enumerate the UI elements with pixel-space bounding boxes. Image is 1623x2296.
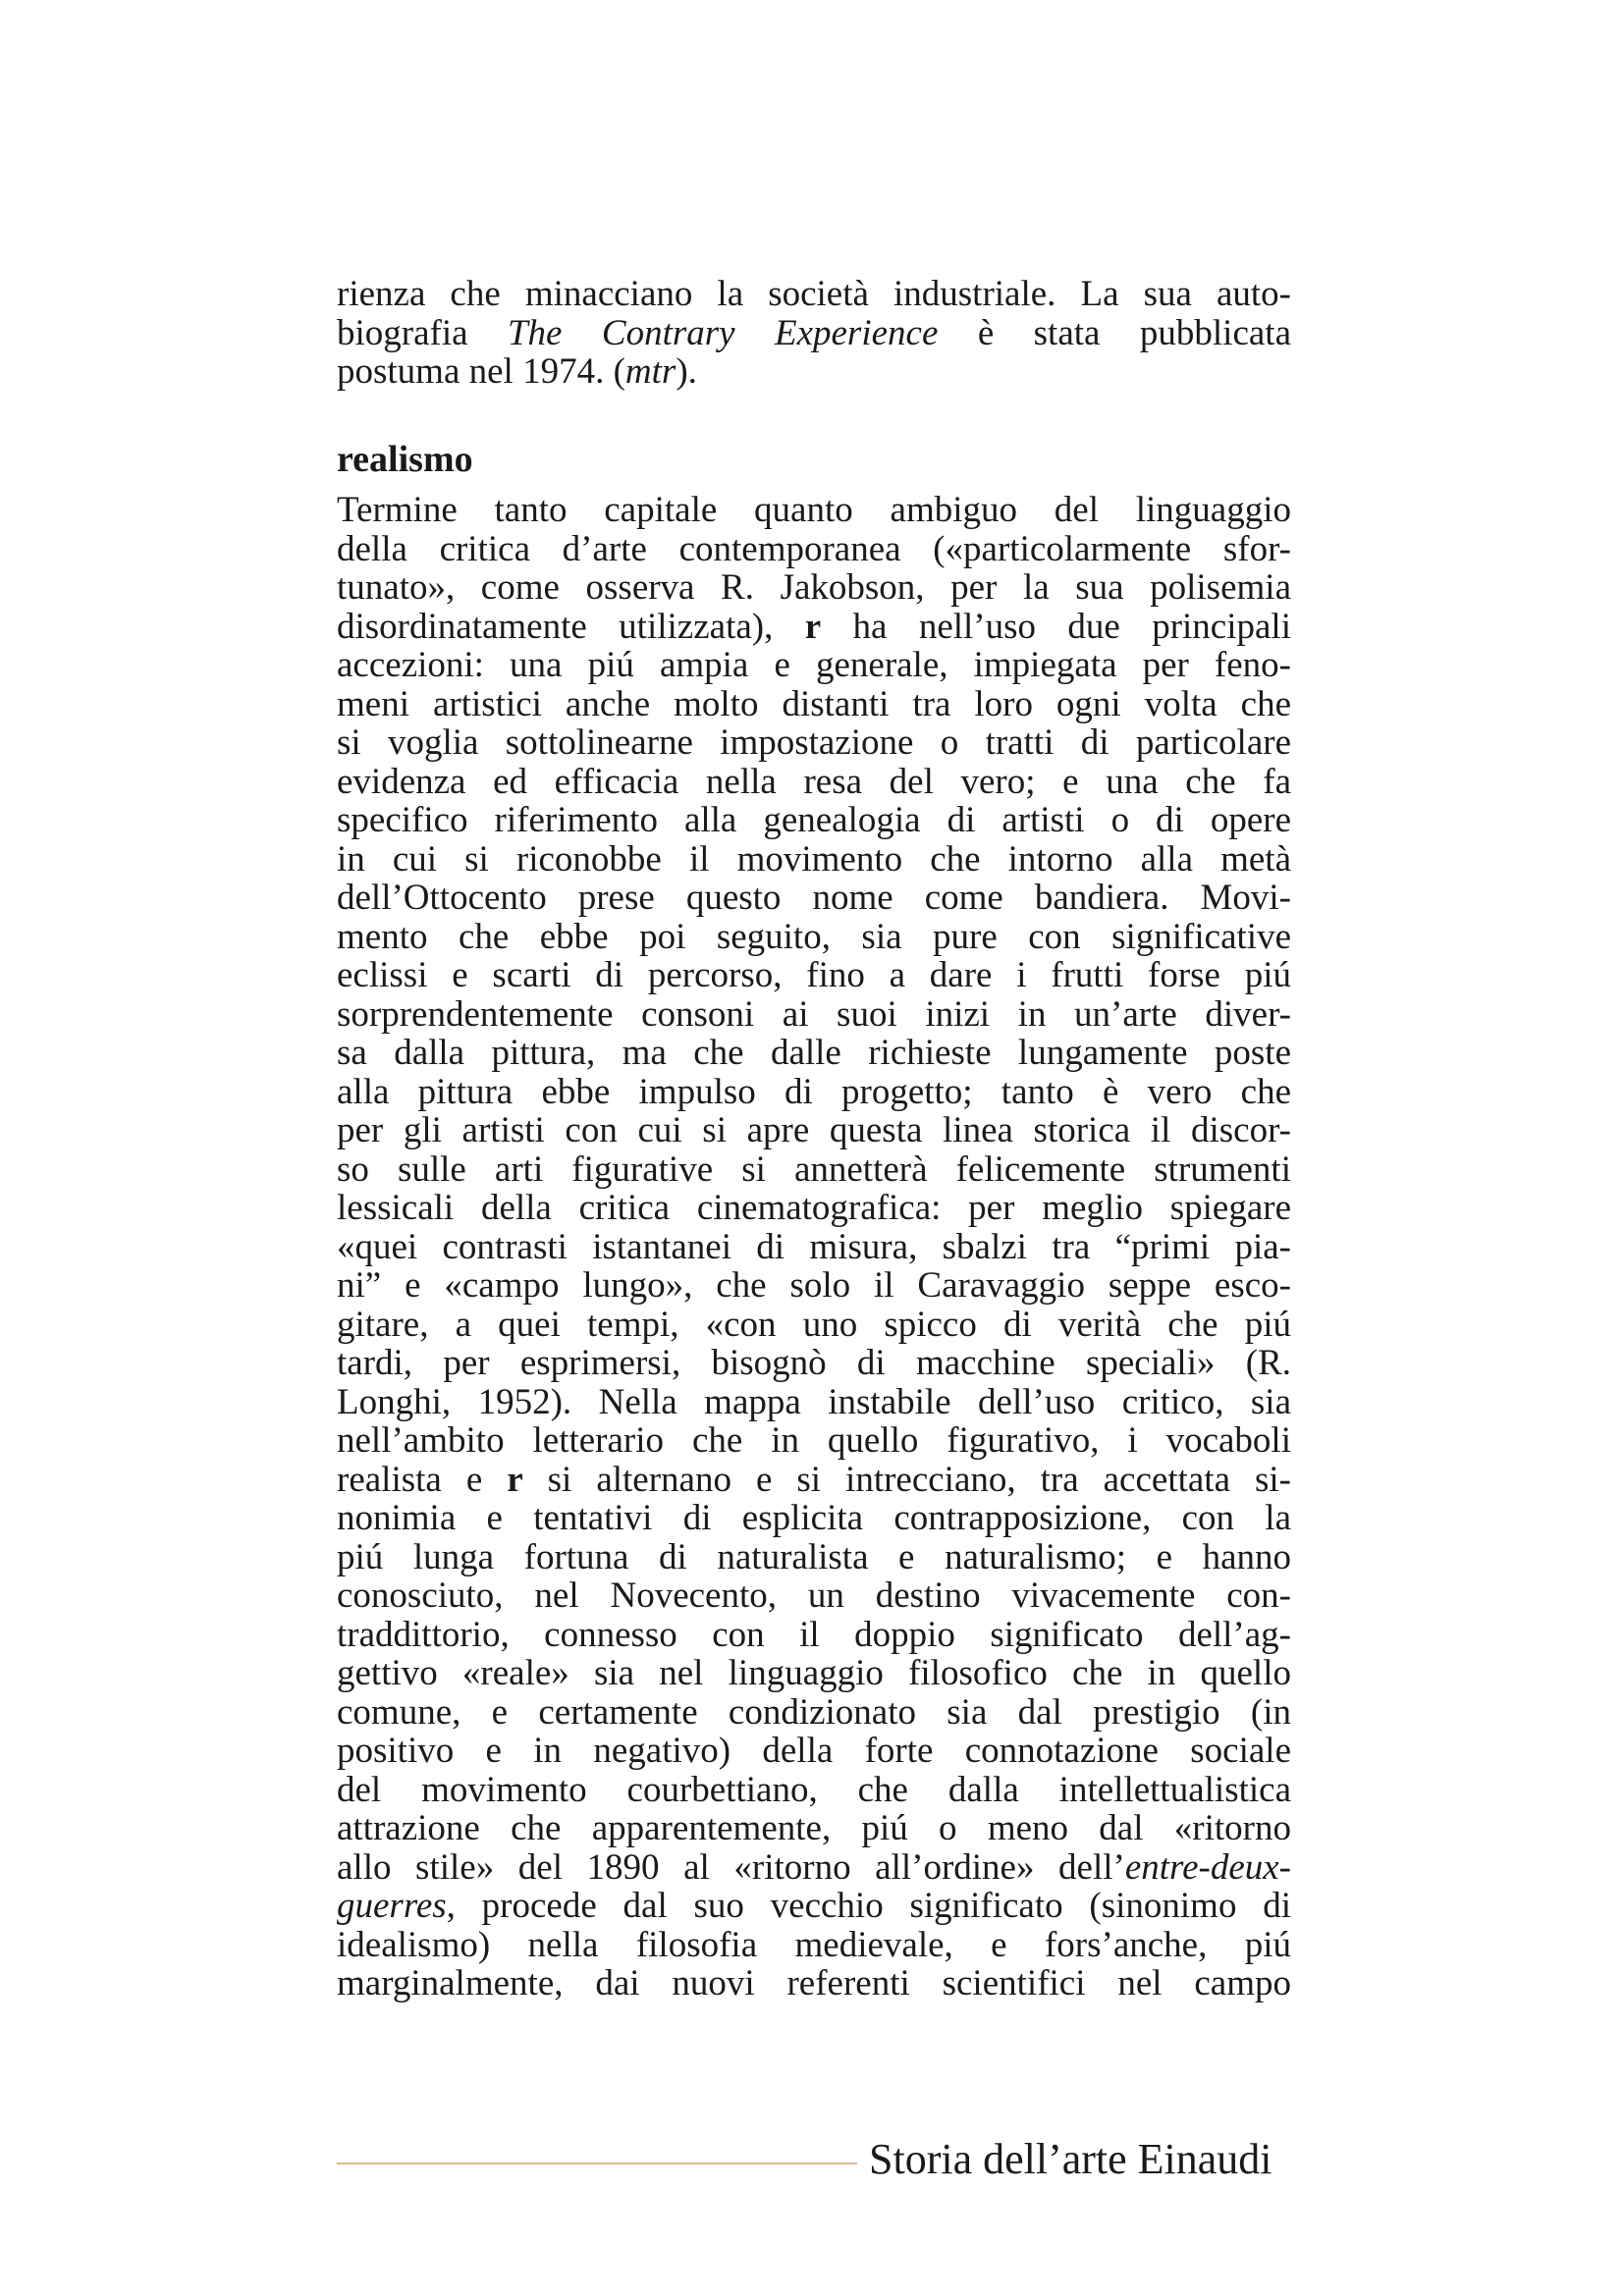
footer-divider [337, 2163, 857, 2164]
body-line: conosciuto, nel Novecento, un destino vivacemente con- [337, 1575, 1291, 1616]
body-line: tunato», come osserva R. Jakobson, per la sua polisemia [337, 567, 1291, 608]
body-line: traddittorio, connesso con il doppio significato dell’ag- [337, 1614, 1291, 1655]
body-line: guerres, procede dal suo vecchio significato (sinonimo di [337, 1886, 1291, 1926]
body-line: allo stile» del 1890 al «ritorno all’ordine» dell’entre-deux- [337, 1846, 1291, 1888]
body-line: meni artistici anche molto distanti tra loro ogni volta che [337, 683, 1291, 724]
intro-line-with-book-title: biografia The Contrary Experience è stata pubblicata [337, 312, 1291, 353]
body-line: nell’ambito letterario che in quello figurativo, i vocaboli [337, 1420, 1291, 1461]
body-line: nonimia e tentativi di esplicita contrapposizione, con la [337, 1498, 1291, 1538]
intro-line: rienza che minacciano la società industriale. La sua auto- [337, 274, 1291, 314]
body-line: piú lunga fortuna di naturalista e naturalismo; e hanno [337, 1536, 1291, 1577]
body-line: marginalmente, dai nuovi referenti scientifici nel campo [337, 1963, 1291, 2003]
body-line: in cui si riconobbe il movimento che intorno alla metà [337, 838, 1291, 880]
body-line: dell’Ottocento prese questo nome come bandiera. Movi- [337, 878, 1291, 918]
body-line: comune, e certamente condizionato sia dal prestigio (in [337, 1691, 1291, 1733]
body-line: ni” e «campo lungo», che solo il Caravaggio seppe esco- [337, 1265, 1291, 1306]
body-line: alla pittura ebbe impulso di progetto; tanto è vero che [337, 1071, 1291, 1112]
body-line: gettivo «reale» sia nel linguaggio filosofico che in quello [337, 1653, 1291, 1693]
body-line: disordinatamente utilizzata), r ha nell’uso due principali [337, 606, 1291, 647]
intro-paragraph [337, 275, 1291, 392]
body-line: idealismo) nella filosofia medievale, e fors’anche, piú [337, 1924, 1291, 1965]
body-line: tardi, per esprimersi, bisognò di macchine speciali» (R. [337, 1343, 1291, 1383]
entry-body [337, 491, 1291, 2003]
book-title: The Contrary Experience [507, 312, 939, 353]
footer-book-title: Storia dell’arte Einaudi [869, 2135, 1272, 2183]
body-line: mento che ebbe poi seguito, sia pure con significative [337, 916, 1291, 957]
body-line: Termine tanto capitale quanto ambiguo del linguaggio [337, 490, 1291, 530]
body-line: evidenza ed efficacia nella resa del vero; e una che fa [337, 761, 1291, 802]
author-initials: mtr [624, 351, 676, 392]
intro-line-with-initials: postuma nel 1974. (mtr). [337, 351, 697, 392]
body-line: positivo e in negativo) della forte connotazione sociale [337, 1731, 1291, 1771]
body-line: per gli artisti con cui si apre questa linea storica il discor- [337, 1110, 1291, 1150]
body-line: Longhi, 1952). Nella mappa instabile dell’uso critico, sia [337, 1381, 1291, 1422]
body-line: so sulle arti figurative si annetterà felicemente strumenti [337, 1148, 1291, 1190]
body-line: del movimento courbettiano, che dalla intellettualistica [337, 1769, 1291, 1810]
body-line: si voglia sottolinearne impostazione o tratti di particolare [337, 722, 1291, 763]
body-line: sorprendentemente consoni ai suoi inizi in un’arte diver- [337, 993, 1291, 1035]
body-line: attrazione che apparentemente, piú o meno dal «ritorno [337, 1808, 1291, 1848]
body-line: sa dalla pittura, ma che dalle richieste lungamente poste [337, 1033, 1291, 1073]
body-line: realista e r si alternano e si intrecciano, tra accettata si- [337, 1459, 1291, 1500]
body-line: della critica d’arte contemporanea («particolarmente sfor- [337, 528, 1291, 569]
body-line: gitare, a quei tempi, «con uno spicco di verità che piú [337, 1304, 1291, 1345]
body-line: specifico riferimento alla genealogia di artisti o di opere [337, 800, 1291, 840]
body-line: accezioni: una piú ampia e generale, impiegata per feno- [337, 645, 1291, 685]
body-line: «quei contrasti istantanei di misura, sbalzi tra “primi pia- [337, 1226, 1291, 1267]
body-line: lessicali della critica cinematografica: per meglio spiegare [337, 1188, 1291, 1228]
body-line: eclissi e scarti di percorso, fino a dare i frutti forse piú [337, 955, 1291, 995]
entry-title: realismo [337, 439, 473, 480]
